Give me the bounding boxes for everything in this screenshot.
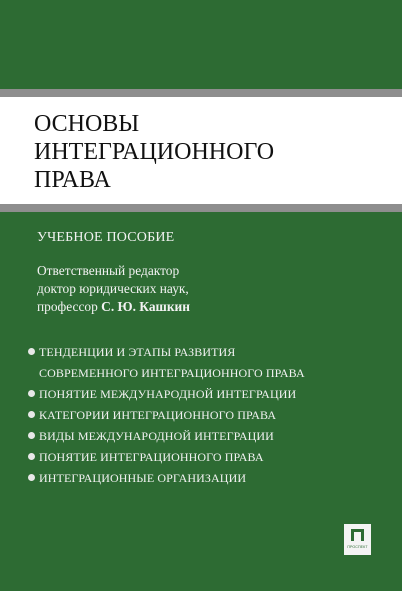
topic-item <box>28 344 348 365</box>
topic-text: ПОНЯТИЕ МЕЖДУНАРОДНОЙ ИНТЕГРАЦИИ <box>39 387 297 401</box>
editor-block <box>37 262 337 316</box>
topic-item <box>28 365 348 386</box>
book-title <box>34 110 374 194</box>
topic-text: ПОНЯТИЕ ИНТЕГРАЦИОННОГО ПРАВА <box>39 450 264 464</box>
editor-line-3 <box>37 298 337 316</box>
topic-item <box>28 386 348 407</box>
editor-line-2: доктор юридических наук, <box>37 281 189 296</box>
topic-text: ВИДЫ МЕЖДУНАРОДНОЙ ИНТЕГРАЦИИ <box>39 429 274 443</box>
bullet-icon <box>28 348 35 355</box>
publisher-logo-icon <box>351 529 364 541</box>
topic-text: ТЕНДЕНЦИИ И ЭТАПЫ РАЗВИТИЯ <box>39 345 236 359</box>
topics-list <box>28 344 348 491</box>
title-line-1: ОСНОВЫ <box>34 111 140 137</box>
editor-prefix: профессор <box>37 299 98 314</box>
title-line-2: ИНТЕГРАЦИОННОГО <box>34 139 275 165</box>
topic-text: ИНТЕГРАЦИОННЫЕ ОРГАНИЗАЦИИ <box>39 471 247 485</box>
bullet-icon <box>28 474 35 481</box>
bullet-icon <box>28 411 35 418</box>
editor-line-1: Ответственный редактор <box>37 263 180 278</box>
topic-text: КАТЕГОРИИ ИНТЕГРАЦИОННОГО ПРАВА <box>39 408 277 422</box>
book-subtitle: УЧЕБНОЕ ПОСОБИЕ <box>37 230 175 245</box>
bullet-icon <box>28 390 35 397</box>
editor-name: С. Ю. Кашкин <box>101 299 190 314</box>
topic-item <box>28 470 348 491</box>
publisher-logo-text: ПРОСПЕКТ <box>347 545 368 549</box>
topic-item <box>28 407 348 428</box>
topic-text: СОВРЕМЕННОГО ИНТЕГРАЦИОННОГО ПРАВА <box>39 366 305 380</box>
topic-item <box>28 449 348 470</box>
bullet-icon <box>28 432 35 439</box>
title-line-3: ПРАВА <box>34 167 111 193</box>
publisher-logo <box>344 524 371 555</box>
topic-item <box>28 428 348 449</box>
bullet-icon <box>28 453 35 460</box>
